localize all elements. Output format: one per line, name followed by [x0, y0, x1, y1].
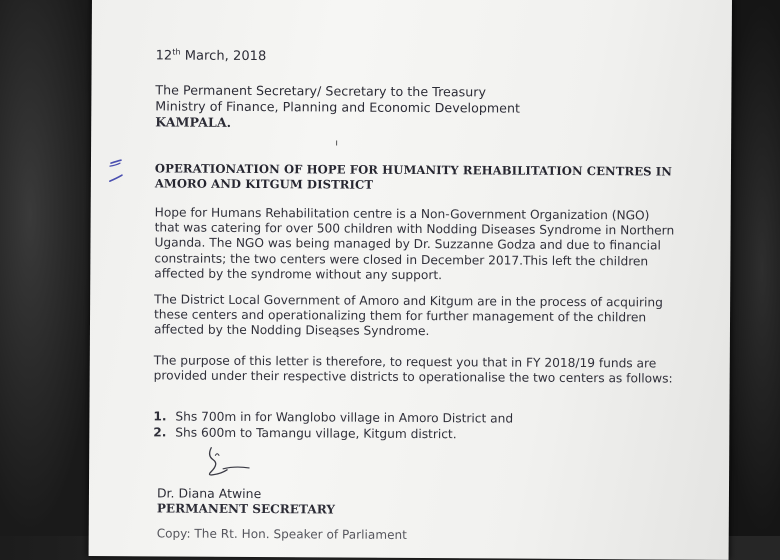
list-item-text: Shs 700m in for Wanglobo village in Amoro District and	[175, 409, 514, 426]
handwritten-signature	[197, 442, 277, 482]
list-item-number: 2.	[153, 425, 167, 440]
funding-list	[153, 408, 513, 442]
signatory-title: PERMANENT SECRETARY	[156, 501, 336, 517]
recipient-line-1: The Permanent Secretary/ Secretary to the Treasury	[155, 82, 487, 100]
body-paragraph-3: The purpose of this letter is therefore, to request you that in FY 2018/19 funds are provided under their respective districts to operationalise the two centers as follows:	[153, 353, 673, 386]
dark-background-left	[0, 0, 100, 536]
recipient-city: KAMPALA.	[155, 114, 232, 130]
body-paragraph-1: Hope for Humans Rehabilitation centre is a Non-Government Organization (NGO) that was catering for over 500 children with Nodding Diseases Syndrome in Northern Uganda. The NGO was being managed by Dr. Suzzanne Godza and due to financial constraints; the two centers were closed in December 2017.This left the children affected by the syndrome without any support.	[154, 205, 675, 282]
letter-page	[89, 0, 732, 560]
letter-date: 12th March, 2018	[155, 47, 267, 65]
copy-line: Copy: The Rt. Hon. Speaker of Parliament	[156, 526, 407, 542]
list-item-text: Shs 600m to Tamangu village, Kitgum district.	[175, 425, 457, 442]
recipient-line-2: Ministry of Finance, Planning and Economic Development	[155, 98, 521, 116]
body-paragraph-2: The District Local Government of Amoro and Kitgum are in the process of acquiring these centers and operationalizing them for further management of the children affected by the Nodding Diseąses Syndrome.	[153, 292, 663, 339]
signatory-name: Dr. Diana Atwine	[156, 485, 262, 502]
letter-subject: OPERATIONATION OF HOPE FOR HUMANITY REHABILITATION CENTRES IN AMORO AND KITGUM DISTRICT	[154, 161, 673, 192]
list-item	[153, 424, 513, 442]
pen-annotation-marks	[107, 154, 129, 188]
pen-tick-mark	[336, 140, 337, 145]
list-item-number: 1.	[153, 409, 167, 424]
